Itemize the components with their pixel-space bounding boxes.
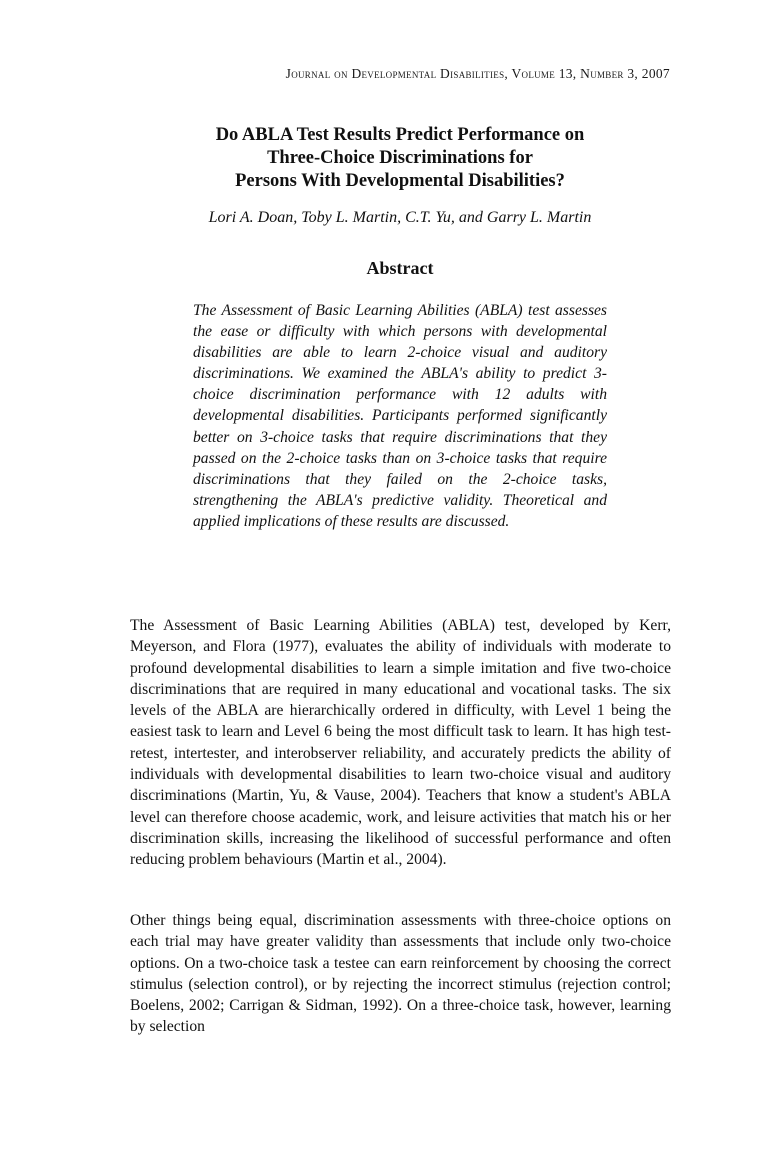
paper-title [130,124,670,193]
abstract-heading: Abstract [366,258,434,278]
body-paragraph: Other things being equal, discrimination assessments with three-choice options on each trial may have greater validity than assessments that include only two-choice options. On a two-choice task a testee can earn reinforcement by choosing the correct stimulus (selection control), or by rejecting the incorrect stimulus (rejection control; Boelens, 2002; Carrigan & Sidman, 1992). On a three-choice task, however, learning by selection [130,912,671,1036]
author-list: Lori A. Doan, Toby L. Martin, C.T. Yu, and Garry L. Martin [208,209,592,226]
title-line: Persons With Developmental Disabilities? [235,171,565,191]
title-line: Three-Choice Discriminations for [267,148,533,168]
body-paragraph: The Assessment of Basic Learning Abilities (ABLA) test, developed by Kerr, Meyerson, and Flora (1977), evaluates the ability of individuals with moderate to profound developmental disabilities to learn a simple imitation and five two-choice discriminations that are required in many educational and vocational tasks. The six levels of the ABLA are hierarchically ordered in difficulty, with Level 1 being the easiest task to learn and Level 6 being the most difficult task to learn. It has high test-retest, intertester, and interobserver reliability, and accurately predicts the ability of individuals with developmental disabilities to learn two-choice visual and auditory discriminations (Martin, Yu, & Vause, 2004). Teachers that know a student's ABLA level can therefore choose academic, work, and leisure activities that match his or her discrimination skills, increasing the likelihood of successful performance and often reducing problem behaviours (Martin et al., 2004). [130,617,671,869]
running-head: Journal on Developmental Disabilities, Volume 13, Number 3, 2007 [285,66,670,81]
title-line: Do ABLA Test Results Predict Performance on [215,125,585,145]
abstract-text: The Assessment of Basic Learning Abilities (ABLA) test assesses the ease or difficulty with which persons with developmental disabilities are able to learn 2-choice visual and auditory discriminations. We examined the ABLA's ability to predict 3-choice discrimination performance with 12 adults with developmental disabilities. Participants performed significantly better on 3-choice tasks that require discriminations that they passed on the 2-choice tasks than on 3-choice tasks that require discriminations that they failed on the 2-choice tasks, strengthening the ABLA's predictive validity. Theoretical and applied implications of these results are discussed. [193,302,607,530]
